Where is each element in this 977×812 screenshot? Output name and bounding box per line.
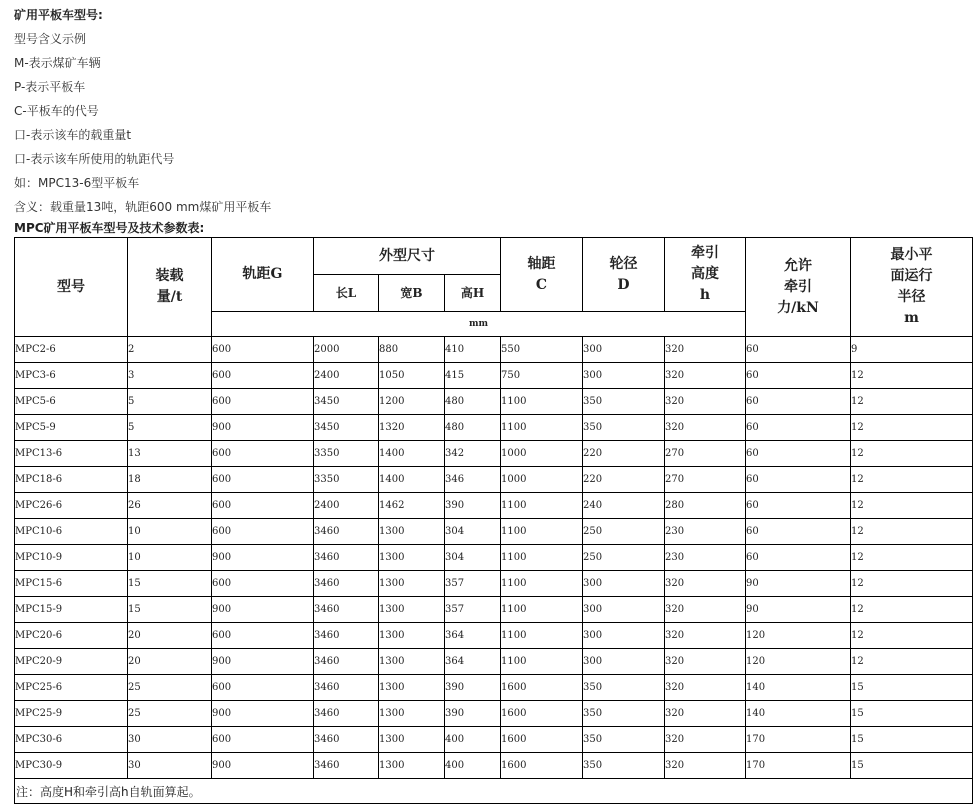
header-wheelbase: 轴距 C — [501, 238, 583, 312]
cell-length: 3350 — [314, 441, 379, 467]
cell-min-radius: 15 — [851, 727, 973, 753]
cell-traction-height: 270 — [665, 467, 746, 493]
header-min-radius: 最小平 面运行 半径 m — [851, 238, 973, 337]
cell-height: 410 — [445, 337, 501, 363]
cell-gauge: 900 — [212, 753, 314, 779]
table-row — [15, 519, 973, 545]
table-row — [15, 623, 973, 649]
spec-table — [14, 237, 973, 804]
cell-allowed-traction: 140 — [746, 701, 851, 727]
cell-model: MPC30-9 — [15, 753, 128, 779]
table-row — [15, 571, 973, 597]
cell-load: 30 — [128, 753, 212, 779]
table-title: MPC矿用平板车型号及技术参数表: — [14, 221, 205, 235]
cell-width: 1300 — [379, 597, 445, 623]
table-row — [15, 493, 973, 519]
page-title: 矿用平板车型号: — [14, 8, 103, 22]
cell-length: 3460 — [314, 753, 379, 779]
cell-min-radius: 12 — [851, 493, 973, 519]
cell-load: 15 — [128, 597, 212, 623]
cell-model: MPC15-9 — [15, 597, 128, 623]
cell-gauge: 600 — [212, 363, 314, 389]
cell-gauge: 600 — [212, 519, 314, 545]
cell-model: MPC5-9 — [15, 415, 128, 441]
table-row — [15, 675, 973, 701]
cell-min-radius: 12 — [851, 467, 973, 493]
cell-min-radius: 12 — [851, 389, 973, 415]
cell-model: MPC18-6 — [15, 467, 128, 493]
cell-gauge: 600 — [212, 441, 314, 467]
cell-wheelbase: 1000 — [501, 441, 583, 467]
cell-wheel-diameter: 300 — [583, 597, 665, 623]
cell-load: 25 — [128, 675, 212, 701]
cell-length: 3460 — [314, 571, 379, 597]
cell-wheel-diameter: 300 — [583, 571, 665, 597]
cell-model: MPC20-6 — [15, 623, 128, 649]
cell-length: 3460 — [314, 701, 379, 727]
cell-height: 364 — [445, 623, 501, 649]
cell-min-radius: 12 — [851, 571, 973, 597]
cell-traction-height: 320 — [665, 337, 746, 363]
cell-traction-height: 320 — [665, 675, 746, 701]
cell-wheelbase: 1600 — [501, 727, 583, 753]
intro-line: 如：MPC13-6型平板车 — [14, 176, 140, 190]
cell-allowed-traction: 120 — [746, 649, 851, 675]
cell-gauge: 900 — [212, 415, 314, 441]
cell-load: 10 — [128, 545, 212, 571]
cell-wheelbase: 1600 — [501, 701, 583, 727]
cell-wheelbase: 1600 — [501, 753, 583, 779]
cell-gauge: 900 — [212, 597, 314, 623]
cell-model: MPC5-6 — [15, 389, 128, 415]
cell-allowed-traction: 60 — [746, 467, 851, 493]
cell-height: 304 — [445, 519, 501, 545]
cell-allowed-traction: 170 — [746, 753, 851, 779]
cell-load: 20 — [128, 623, 212, 649]
cell-wheelbase: 1100 — [501, 571, 583, 597]
header-mm-unit: mm — [212, 312, 746, 337]
cell-wheel-diameter: 250 — [583, 545, 665, 571]
table-row — [15, 753, 973, 779]
cell-width: 1300 — [379, 701, 445, 727]
cell-width: 1300 — [379, 753, 445, 779]
cell-load: 3 — [128, 363, 212, 389]
header-height: 高H — [445, 275, 501, 312]
cell-height: 400 — [445, 727, 501, 753]
cell-width: 1300 — [379, 675, 445, 701]
header-model: 型号 — [15, 238, 128, 337]
cell-traction-height: 320 — [665, 597, 746, 623]
cell-load: 15 — [128, 571, 212, 597]
cell-gauge: 600 — [212, 675, 314, 701]
cell-wheelbase: 550 — [501, 337, 583, 363]
cell-height: 390 — [445, 493, 501, 519]
cell-traction-height: 320 — [665, 389, 746, 415]
cell-min-radius: 12 — [851, 441, 973, 467]
cell-height: 346 — [445, 467, 501, 493]
cell-gauge: 600 — [212, 623, 314, 649]
cell-min-radius: 12 — [851, 519, 973, 545]
cell-wheelbase: 1600 — [501, 675, 583, 701]
table-row — [15, 441, 973, 467]
cell-width: 1300 — [379, 649, 445, 675]
header-width: 宽B — [379, 275, 445, 312]
cell-min-radius: 12 — [851, 415, 973, 441]
cell-width: 1300 — [379, 623, 445, 649]
cell-gauge: 600 — [212, 337, 314, 363]
cell-wheel-diameter: 350 — [583, 675, 665, 701]
cell-min-radius: 15 — [851, 701, 973, 727]
cell-height: 400 — [445, 753, 501, 779]
cell-load: 5 — [128, 415, 212, 441]
header-length: 长L — [314, 275, 379, 312]
cell-length: 3460 — [314, 675, 379, 701]
cell-min-radius: 12 — [851, 623, 973, 649]
cell-height: 357 — [445, 571, 501, 597]
cell-width: 1300 — [379, 519, 445, 545]
header-dimensions: 外型尺寸 — [314, 238, 501, 275]
cell-height: 480 — [445, 415, 501, 441]
cell-traction-height: 320 — [665, 753, 746, 779]
cell-width: 1462 — [379, 493, 445, 519]
cell-gauge: 600 — [212, 727, 314, 753]
intro-line: C-平板车的代号 — [14, 104, 99, 118]
cell-length: 3460 — [314, 727, 379, 753]
cell-height: 480 — [445, 389, 501, 415]
header-allowed-traction: 允许 牵引 力/kN — [746, 238, 851, 337]
cell-allowed-traction: 60 — [746, 363, 851, 389]
intro-line: P-表示平板车 — [14, 80, 86, 94]
cell-gauge: 600 — [212, 389, 314, 415]
cell-height: 390 — [445, 701, 501, 727]
cell-model: MPC20-9 — [15, 649, 128, 675]
table-row — [15, 545, 973, 571]
cell-wheel-diameter: 240 — [583, 493, 665, 519]
cell-traction-height: 320 — [665, 727, 746, 753]
cell-wheelbase: 1100 — [501, 649, 583, 675]
cell-allowed-traction: 60 — [746, 389, 851, 415]
cell-length: 3460 — [314, 649, 379, 675]
table-row — [15, 389, 973, 415]
cell-model: MPC10-6 — [15, 519, 128, 545]
table-row — [15, 363, 973, 389]
cell-allowed-traction: 120 — [746, 623, 851, 649]
cell-length: 2400 — [314, 363, 379, 389]
cell-wheelbase: 1000 — [501, 467, 583, 493]
cell-wheel-diameter: 300 — [583, 363, 665, 389]
cell-allowed-traction: 60 — [746, 545, 851, 571]
cell-wheelbase: 1100 — [501, 545, 583, 571]
cell-min-radius: 12 — [851, 649, 973, 675]
cell-width: 1400 — [379, 441, 445, 467]
cell-load: 20 — [128, 649, 212, 675]
cell-model: MPC25-6 — [15, 675, 128, 701]
cell-gauge: 900 — [212, 701, 314, 727]
cell-wheelbase: 1100 — [501, 623, 583, 649]
cell-min-radius: 12 — [851, 545, 973, 571]
cell-wheel-diameter: 300 — [583, 337, 665, 363]
cell-allowed-traction: 60 — [746, 337, 851, 363]
table-row — [15, 597, 973, 623]
cell-length: 3450 — [314, 415, 379, 441]
cell-model: MPC3-6 — [15, 363, 128, 389]
table-row — [15, 467, 973, 493]
cell-traction-height: 230 — [665, 519, 746, 545]
cell-wheelbase: 1100 — [501, 493, 583, 519]
cell-width: 1050 — [379, 363, 445, 389]
intro-line: 口-表示该车的载重量t — [14, 128, 132, 142]
cell-load: 25 — [128, 701, 212, 727]
table-row — [15, 701, 973, 727]
cell-load: 2 — [128, 337, 212, 363]
cell-wheel-diameter: 350 — [583, 727, 665, 753]
cell-wheel-diameter: 220 — [583, 467, 665, 493]
cell-min-radius: 15 — [851, 675, 973, 701]
cell-allowed-traction: 170 — [746, 727, 851, 753]
header-traction-height: 牵引 高度 h — [665, 238, 746, 312]
cell-min-radius: 12 — [851, 363, 973, 389]
cell-load: 18 — [128, 467, 212, 493]
cell-load: 10 — [128, 519, 212, 545]
cell-allowed-traction: 60 — [746, 415, 851, 441]
cell-load: 5 — [128, 389, 212, 415]
cell-traction-height: 320 — [665, 363, 746, 389]
cell-traction-height: 230 — [665, 545, 746, 571]
header-wheel-diameter: 轮径 D — [583, 238, 665, 312]
cell-width: 1200 — [379, 389, 445, 415]
cell-traction-height: 320 — [665, 701, 746, 727]
header-load: 装载 量/t — [128, 238, 212, 337]
cell-model: MPC30-6 — [15, 727, 128, 753]
cell-wheelbase: 1100 — [501, 389, 583, 415]
cell-wheel-diameter: 350 — [583, 701, 665, 727]
table-note: 注：高度H和牵引高h自轨面算起。 — [15, 779, 973, 804]
cell-gauge: 600 — [212, 467, 314, 493]
cell-wheel-diameter: 350 — [583, 389, 665, 415]
cell-model: MPC25-9 — [15, 701, 128, 727]
cell-length: 3460 — [314, 545, 379, 571]
cell-length: 2400 — [314, 493, 379, 519]
cell-allowed-traction: 140 — [746, 675, 851, 701]
cell-min-radius: 12 — [851, 597, 973, 623]
cell-allowed-traction: 90 — [746, 597, 851, 623]
cell-traction-height: 320 — [665, 623, 746, 649]
cell-width: 880 — [379, 337, 445, 363]
cell-wheelbase: 1100 — [501, 519, 583, 545]
cell-traction-height: 270 — [665, 441, 746, 467]
cell-length: 3460 — [314, 597, 379, 623]
cell-wheel-diameter: 300 — [583, 649, 665, 675]
cell-model: MPC2-6 — [15, 337, 128, 363]
cell-width: 1300 — [379, 545, 445, 571]
header-gauge: 轨距G — [212, 238, 314, 312]
cell-gauge: 900 — [212, 545, 314, 571]
cell-wheelbase: 1100 — [501, 597, 583, 623]
cell-gauge: 600 — [212, 493, 314, 519]
cell-height: 342 — [445, 441, 501, 467]
cell-length: 2000 — [314, 337, 379, 363]
cell-allowed-traction: 60 — [746, 493, 851, 519]
cell-allowed-traction: 90 — [746, 571, 851, 597]
cell-load: 30 — [128, 727, 212, 753]
table-row — [15, 337, 973, 363]
cell-min-radius: 15 — [851, 753, 973, 779]
intro-line: 口-表示该车所使用的轨距代号 — [14, 152, 175, 166]
cell-model: MPC15-6 — [15, 571, 128, 597]
cell-gauge: 600 — [212, 571, 314, 597]
cell-width: 1320 — [379, 415, 445, 441]
table-row — [15, 727, 973, 753]
cell-wheelbase: 750 — [501, 363, 583, 389]
cell-model: MPC10-9 — [15, 545, 128, 571]
cell-wheel-diameter: 250 — [583, 519, 665, 545]
cell-height: 304 — [445, 545, 501, 571]
table-row — [15, 415, 973, 441]
cell-traction-height: 320 — [665, 415, 746, 441]
cell-gauge: 900 — [212, 649, 314, 675]
cell-min-radius: 9 — [851, 337, 973, 363]
cell-allowed-traction: 60 — [746, 519, 851, 545]
cell-load: 26 — [128, 493, 212, 519]
cell-traction-height: 320 — [665, 649, 746, 675]
cell-traction-height: 280 — [665, 493, 746, 519]
cell-length: 3460 — [314, 623, 379, 649]
cell-height: 364 — [445, 649, 501, 675]
intro-line: 含义：载重量13吨，轨距600 mm煤矿用平板车 — [14, 200, 272, 214]
cell-load: 13 — [128, 441, 212, 467]
cell-wheel-diameter: 350 — [583, 415, 665, 441]
cell-model: MPC13-6 — [15, 441, 128, 467]
cell-height: 390 — [445, 675, 501, 701]
intro-line: M-表示煤矿车辆 — [14, 56, 101, 70]
cell-width: 1300 — [379, 571, 445, 597]
cell-width: 1300 — [379, 727, 445, 753]
intro-line: 型号含义示例 — [14, 32, 87, 46]
table-row — [15, 649, 973, 675]
cell-height: 415 — [445, 363, 501, 389]
cell-model: MPC26-6 — [15, 493, 128, 519]
cell-width: 1400 — [379, 467, 445, 493]
cell-wheel-diameter: 220 — [583, 441, 665, 467]
cell-wheelbase: 1100 — [501, 415, 583, 441]
cell-length: 3460 — [314, 519, 379, 545]
cell-height: 357 — [445, 597, 501, 623]
cell-wheel-diameter: 350 — [583, 753, 665, 779]
cell-wheel-diameter: 300 — [583, 623, 665, 649]
cell-length: 3450 — [314, 389, 379, 415]
cell-length: 3350 — [314, 467, 379, 493]
cell-allowed-traction: 60 — [746, 441, 851, 467]
cell-traction-height: 320 — [665, 571, 746, 597]
